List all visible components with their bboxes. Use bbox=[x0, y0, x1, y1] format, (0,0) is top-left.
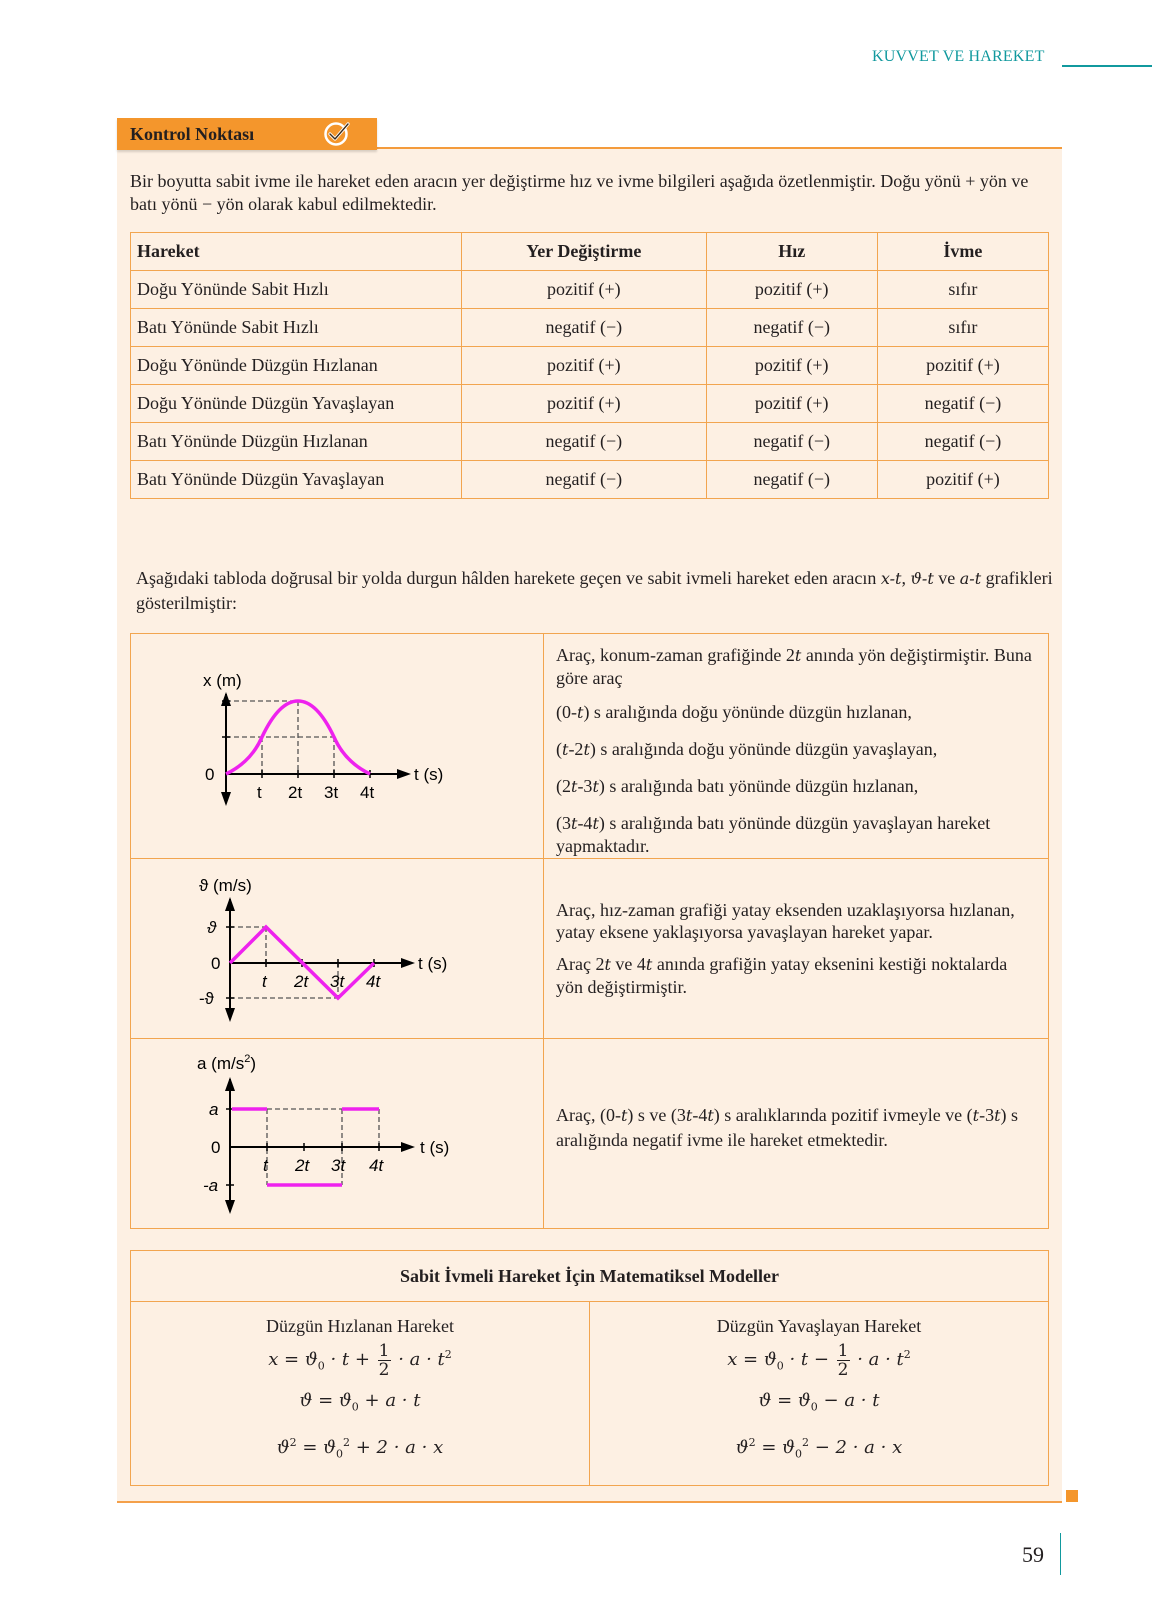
t-symbol: t bbox=[994, 1106, 1001, 1125]
origin-label: 0 bbox=[205, 765, 215, 784]
text: ) s aralıklarında pozitif ivmeyle ve ( bbox=[713, 1105, 973, 1125]
col-header-ivme: İvme bbox=[877, 233, 1048, 271]
t-symbol: t bbox=[972, 1106, 980, 1125]
text: -4 bbox=[577, 813, 593, 833]
t-symbol: t bbox=[571, 814, 578, 833]
check-circle-icon bbox=[323, 121, 351, 147]
y-neg-label: -ϑ bbox=[199, 989, 214, 1008]
arrow-down-icon bbox=[225, 1200, 235, 1214]
y-axis-label: ϑ (m/s) bbox=[199, 876, 252, 895]
cell: negatif (−) bbox=[706, 309, 877, 347]
t-symbol: t bbox=[577, 703, 584, 722]
graphs-intro-paragraph bbox=[136, 566, 1056, 615]
y-axis-label bbox=[197, 1053, 256, 1073]
cell: pozitif (+) bbox=[706, 271, 877, 309]
tick-label: 4t bbox=[366, 972, 381, 991]
chapter-title: KUVVET VE HAREKET bbox=[872, 48, 1045, 65]
formula-velocity-decel: $ϑ = ϑ_0 - a \cdot t$ bbox=[758, 1389, 880, 1414]
cell: negatif (−) bbox=[706, 461, 877, 499]
t-symbol: t bbox=[620, 1106, 628, 1125]
text: (3 bbox=[556, 813, 571, 833]
cell: negatif (−) bbox=[462, 423, 707, 461]
t-symbol: t bbox=[604, 955, 611, 974]
text: ) s aralığında negatif ivme ile hareket etmektedir. bbox=[556, 1105, 1019, 1150]
cell: negatif (−) bbox=[706, 423, 877, 461]
fraction bbox=[378, 1342, 391, 1379]
text: Araç, hız-zaman grafiği yatay eksenden uzaklaşıyorsa hızlanan, yatay eksene yaklaşıyorsa yavaşlayan hareket yapar. bbox=[556, 900, 1015, 942]
text: ve 4 bbox=[610, 954, 646, 974]
superscript: 2 bbox=[244, 1053, 251, 1065]
cell: negatif (−) bbox=[462, 461, 707, 499]
cell: negatif (−) bbox=[462, 309, 707, 347]
text: Araç 2 bbox=[556, 954, 605, 974]
intro2-sep: , bbox=[901, 568, 911, 588]
decelerating-models bbox=[590, 1302, 1048, 1485]
table-row bbox=[131, 347, 1049, 385]
arrow-down-icon bbox=[225, 1008, 235, 1022]
position-graph-cell bbox=[131, 634, 544, 858]
tick-label: t bbox=[257, 783, 262, 802]
xt-symbol: x-t bbox=[880, 569, 902, 588]
col-header-hareket: Hareket bbox=[131, 233, 462, 271]
arrow-up-icon bbox=[225, 1077, 235, 1091]
table-header-row bbox=[131, 233, 1049, 271]
arrow-right-icon bbox=[401, 1142, 415, 1152]
numerator: 1 bbox=[378, 1340, 390, 1361]
intro2-text: ve bbox=[933, 568, 960, 588]
text: -2 bbox=[568, 739, 584, 759]
intro2-text: grafikleri gösterilmiştir: bbox=[136, 568, 1053, 613]
text: ( bbox=[556, 739, 562, 759]
text: -3 bbox=[979, 1105, 995, 1125]
acceleration-time-chart bbox=[131, 1039, 543, 1227]
cell: Doğu Yönünde Sabit Hızlı bbox=[131, 271, 462, 309]
text: Araç, konum-zaman grafiğinde 2 bbox=[556, 645, 795, 665]
origin-label: 0 bbox=[211, 1138, 221, 1157]
t-symbol: t bbox=[685, 1106, 693, 1125]
text: ) bbox=[250, 1054, 257, 1073]
y-axis-label: x (m) bbox=[203, 671, 242, 690]
math-models-box bbox=[130, 1250, 1049, 1486]
page-number: 59 bbox=[1022, 1542, 1044, 1567]
position-explanation bbox=[544, 634, 1048, 858]
text: ) s aralığında batı yönünde düzgün yavaşlayan hareket yapmaktadır. bbox=[556, 813, 991, 856]
formula-velocity-accel: $ϑ = ϑ_0 + a \cdot t$ bbox=[299, 1389, 421, 1414]
tick-label: 4t bbox=[360, 783, 375, 802]
panel-bottom-rule bbox=[117, 1501, 1062, 1503]
tick-label: 3t bbox=[330, 972, 345, 991]
tick-label: t bbox=[263, 1156, 268, 1175]
table-row bbox=[131, 385, 1049, 423]
cell: pozitif (+) bbox=[462, 271, 707, 309]
text: ) s aralığında doğu yönünde düzgün hızlanan, bbox=[583, 702, 912, 722]
cell: pozitif (+) bbox=[877, 347, 1048, 385]
cell: negatif (−) bbox=[877, 423, 1048, 461]
acceleration-explanation bbox=[544, 1039, 1048, 1228]
denominator: 2 bbox=[837, 1359, 849, 1380]
cell: negatif (−) bbox=[877, 385, 1048, 423]
page-number-rule bbox=[1060, 1533, 1061, 1575]
tick-label: 3t bbox=[324, 783, 339, 802]
cell: Doğu Yönünde Düzgün Yavaşlayan bbox=[131, 385, 462, 423]
text: (2 bbox=[556, 776, 571, 796]
text: anında yön değiştirmiştir. Buna göre araç bbox=[556, 645, 1032, 688]
cell: pozitif (+) bbox=[877, 461, 1048, 499]
cell: Batı Yönünde Düzgün Hızlanan bbox=[131, 423, 462, 461]
tick-label: 3t bbox=[331, 1156, 346, 1175]
text: (0- bbox=[556, 702, 577, 722]
cell: Doğu Yönünde Düzgün Hızlanan bbox=[131, 347, 462, 385]
cell: pozitif (+) bbox=[462, 385, 707, 423]
cell: pozitif (+) bbox=[462, 347, 707, 385]
graphs-table bbox=[130, 633, 1049, 1229]
text: -4 bbox=[692, 1105, 708, 1125]
position-time-chart bbox=[131, 634, 543, 858]
vt-symbol: ϑ-t bbox=[910, 569, 934, 588]
t-symbol: t bbox=[562, 740, 569, 759]
col-header-yer-degistirme: Yer Değiştirme bbox=[462, 233, 707, 271]
table-row bbox=[131, 461, 1049, 499]
fraction bbox=[837, 1342, 850, 1379]
accelerating-title: Düzgün Hızlanan Hareket bbox=[266, 1316, 454, 1336]
table-row bbox=[131, 423, 1049, 461]
tick-label: 2t bbox=[294, 972, 309, 991]
acceleration-graph-cell bbox=[131, 1039, 544, 1228]
t-symbol: t bbox=[645, 955, 653, 974]
text: ) s ve (3 bbox=[627, 1105, 686, 1125]
text: -3 bbox=[577, 776, 593, 796]
t-symbol: t bbox=[571, 777, 578, 796]
arrow-down-icon bbox=[221, 792, 231, 806]
formula-position-decel: $x = ϑ_0 \cdot t$ − $\frac{1}{2}$ · $a \cdot t^2$ bbox=[727, 1340, 911, 1380]
accelerating-models bbox=[131, 1302, 590, 1485]
arrow-right-icon bbox=[401, 958, 415, 968]
intro-paragraph: Bir boyutta sabit ivme ile hareket eden aracın yer değiştirme hız ve ivme bilgileri aşağıda özetlenmiştir. Doğu yönü + yön ve batı yönü − yön olarak kabul edilmektedir. bbox=[130, 171, 1029, 214]
t-symbol: t bbox=[794, 646, 802, 665]
col-header-hiz: Hız bbox=[706, 233, 877, 271]
tick-label: 4t bbox=[369, 1156, 384, 1175]
acceleration-graph-row bbox=[131, 1039, 1048, 1228]
cell: sıfır bbox=[877, 271, 1048, 309]
text: a (m/s bbox=[197, 1054, 245, 1073]
origin-label: 0 bbox=[211, 954, 221, 973]
denominator: 2 bbox=[378, 1359, 390, 1380]
intro2-text: Aşağıdaki tabloda doğrusal bir yolda durgun hâlden harekete geçen ve sabit ivmeli hareket eden aracın bbox=[136, 568, 881, 588]
badge-label: Kontrol Noktası bbox=[130, 124, 255, 144]
motion-properties-table bbox=[130, 232, 1049, 499]
text: ) s aralığında doğu yönünde düzgün yavaşlayan, bbox=[589, 739, 938, 759]
velocity-graph-row bbox=[131, 859, 1048, 1039]
text: ) s aralığında batı yönünde düzgün hızlanan, bbox=[598, 776, 919, 796]
table-row bbox=[131, 309, 1049, 347]
x-axis-label: t (s) bbox=[414, 765, 444, 784]
tick-label: 2t bbox=[288, 783, 303, 802]
y-neg-label: -a bbox=[203, 1176, 219, 1195]
header-rule bbox=[1062, 65, 1152, 67]
arrow-up-icon bbox=[225, 897, 235, 911]
cell: Batı Yönünde Sabit Hızlı bbox=[131, 309, 462, 347]
tick-label: t bbox=[262, 972, 267, 991]
table-row bbox=[131, 271, 1049, 309]
numerator: 1 bbox=[837, 1340, 849, 1361]
arrow-right-icon bbox=[397, 769, 411, 779]
cell: sıfır bbox=[877, 309, 1048, 347]
y-pos-label: a bbox=[209, 1100, 219, 1119]
cell: pozitif (+) bbox=[706, 385, 877, 423]
decelerating-title: Düzgün Yavaşlayan Hareket bbox=[716, 1316, 922, 1336]
text: Araç, (0- bbox=[556, 1105, 621, 1125]
t-symbol: t bbox=[592, 814, 599, 833]
x-axis-label: t (s) bbox=[420, 1138, 450, 1157]
arrow-up-icon bbox=[221, 692, 231, 706]
velocity-graph-cell bbox=[131, 859, 544, 1038]
t-symbol: t bbox=[707, 1106, 714, 1125]
y-pos-label: ϑ bbox=[207, 918, 217, 937]
t-symbol: t bbox=[592, 777, 599, 796]
text: anında grafiğin yatay eksenini kestiği noktalarda yön değiştirmiştir. bbox=[556, 954, 1008, 997]
formula-timeless-accel: $ϑ^2 = ϑ_0^2 + 2 \cdot a \cdot x$ bbox=[276, 1436, 444, 1461]
formula-position-accel: $x = ϑ_0 \cdot t$ + $\frac{1}{2}$ · $a \cdot t^2$ bbox=[268, 1340, 452, 1380]
x-axis-label: t (s) bbox=[418, 954, 448, 973]
formula-timeless-decel: $ϑ^2 = ϑ_0^2 - 2 \cdot a \cdot x$ bbox=[735, 1436, 903, 1461]
tick-label: 2t bbox=[295, 1156, 310, 1175]
cell: Batı Yönünde Düzgün Yavaşlayan bbox=[131, 461, 462, 499]
velocity-time-chart bbox=[131, 859, 543, 1038]
position-graph-row bbox=[131, 634, 1048, 859]
cell: pozitif (+) bbox=[706, 347, 877, 385]
velocity-explanation bbox=[544, 859, 1048, 1038]
t-symbol: t bbox=[583, 740, 590, 759]
kontrol-noktasi-badge bbox=[117, 118, 377, 150]
at-symbol: a-t bbox=[959, 569, 982, 588]
models-title: Sabit İvmeli Hareket İçin Matematiksel Modeller bbox=[131, 1251, 1048, 1302]
corner-square-icon bbox=[1066, 1490, 1078, 1502]
